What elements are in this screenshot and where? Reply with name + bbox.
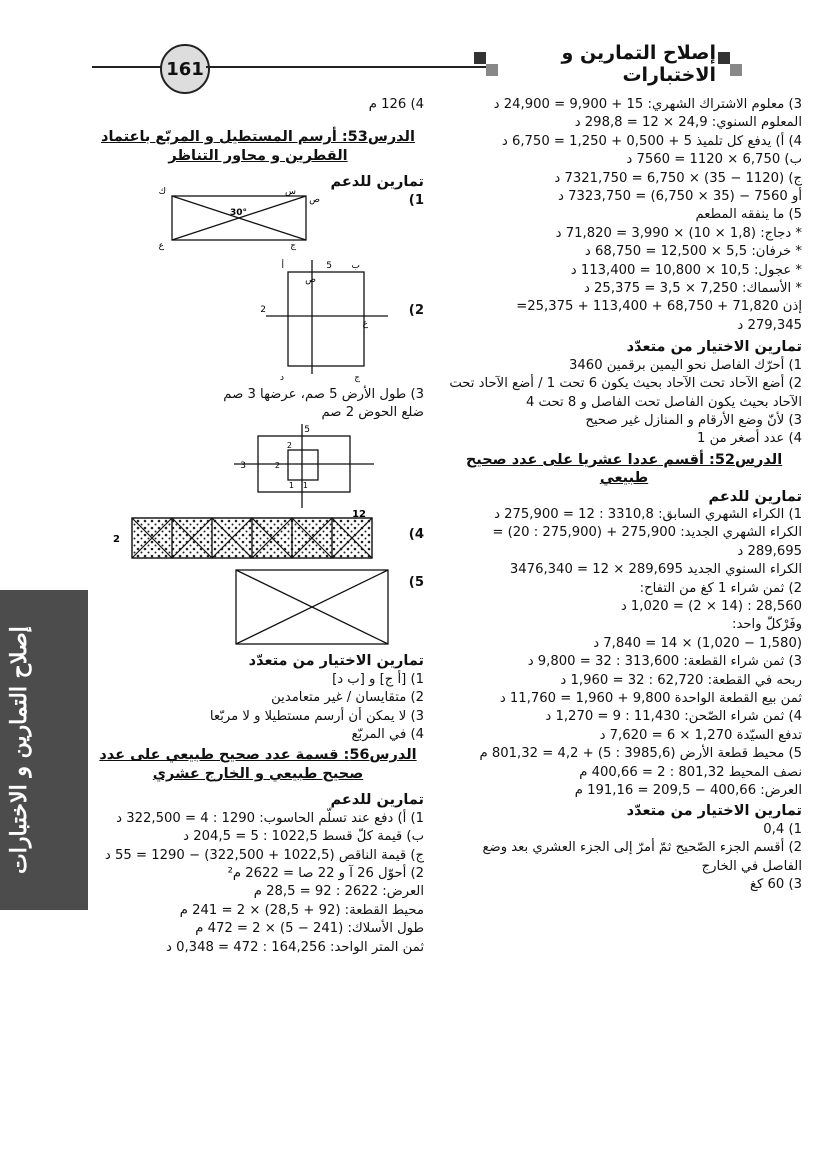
angle-label: 30° bbox=[229, 207, 247, 218]
text-line: تدفع السيّدة 1,270 × 6 = 7,620 د bbox=[599, 727, 802, 743]
left-column bbox=[92, 96, 424, 957]
text-line: 1) الكراء الشهري السابق: 3310,8 : 12 = 275,900 د bbox=[494, 506, 802, 522]
section-heading: تمارين للدعم bbox=[708, 488, 802, 505]
vertex-label: أ bbox=[281, 260, 284, 271]
section-heading: تمارين للدعم bbox=[330, 174, 424, 191]
section-heading: تمارين الاختيار من متعدّد bbox=[626, 339, 802, 356]
length-label: 12 bbox=[352, 509, 366, 521]
text-line: (1,580 − 1,020) × 14 = 7,840 د bbox=[593, 635, 802, 651]
length-label: 2 bbox=[260, 304, 266, 315]
exercise-3 bbox=[92, 422, 424, 512]
land-basin-figure bbox=[222, 422, 392, 512]
text-line: 28,560 : (14 × 2) = 1,020 د bbox=[620, 598, 802, 614]
mcq-item: 1) 0,4 bbox=[763, 821, 802, 837]
text-line: الكراء السنوي الجديد 289,695 × 12 = 3476,340 bbox=[509, 562, 802, 578]
mcq-item: 1) أحرّك الفاصل نحو اليمين برقمين 3460 bbox=[569, 357, 802, 373]
text-line: 4) 126 م bbox=[368, 97, 424, 112]
exercise-label: 4) bbox=[408, 527, 424, 543]
text-line: طول الأسلاك: (241 − 5) × 2 = 472 م bbox=[195, 921, 424, 937]
header-rule-left bbox=[92, 66, 162, 68]
text-line: 279,345 د bbox=[737, 317, 802, 333]
mcq-item: 3) لا يمكن أن أرسم مستطيلا و لا مربّعا bbox=[209, 708, 424, 724]
mcq-item: 4) عدد أصغر من 1 bbox=[697, 431, 802, 447]
text-line: ثمن المتر الواحد: 164,256 : 472 = 0,348 د bbox=[166, 939, 424, 955]
section-heading: تمارين الاختيار من متعدّد bbox=[626, 803, 802, 820]
text-line: 2) أحوّل 26 آ و 22 صا = 2622 م² bbox=[227, 865, 424, 881]
text-line: وفَرْكلّ واحد: bbox=[732, 617, 802, 633]
mcq-item: 3) لأنّ وضع الأرقام و المنازل غير صحيح bbox=[585, 412, 802, 428]
text-line: 1) أ) دفع عند تسلّم الحاسوب: 1290 : 4 = 322,500 د bbox=[116, 810, 424, 826]
text-line: المعلوم السنوي: 24,9 × 12 = 298,8 د bbox=[574, 115, 802, 131]
vertex-label: س bbox=[285, 186, 296, 197]
mcq-item: 1) [أ ج] و [ب د] bbox=[332, 671, 424, 687]
text-line: ربحه في القطعة: 62,720 : 32 = 1,960 د bbox=[560, 672, 802, 688]
section-heading: تمارين الاختيار من متعدّد bbox=[248, 653, 424, 670]
text-line: 2) ثمن شراء 1 كغ من التفاح: bbox=[639, 580, 802, 596]
square-axes-figure bbox=[250, 256, 400, 384]
exercise-label: 5) bbox=[408, 575, 424, 591]
mcq-item: 2) أضع الآحاد تحت الآحاد بحيث يكون 6 تحت 1 / أضع الآحاد تحت الآحاد بحيث يكون الفاصل تحت الفاصل و 8 تحت 4 bbox=[449, 376, 802, 410]
text-line: 5) ما ينفقه المطعم bbox=[695, 207, 802, 223]
vertex-label: د bbox=[279, 372, 284, 383]
rectangle-diagonals-figure bbox=[230, 566, 400, 648]
length-label: 2 bbox=[286, 441, 292, 451]
text-line: إذن 71,820 + 68,750 + 113,400 + 25,375= bbox=[516, 299, 802, 315]
length-label: 3 bbox=[240, 461, 246, 472]
length-label: 2 bbox=[113, 534, 120, 546]
exercise-label: 1) bbox=[408, 192, 424, 208]
vertex-label: ب bbox=[351, 260, 360, 271]
text-line: العرض: 400,66 − 209,5 = 191,16 م bbox=[574, 783, 802, 799]
axis-label: ع bbox=[362, 318, 368, 329]
lesson-title: الدرس52: أقسم عددا عشريا على عدد صحيح طبيعي bbox=[465, 451, 783, 487]
text-line: 3) طول الأرض 5 صم، عرضها 3 صم bbox=[223, 386, 424, 402]
section-heading: تمارين للدعم bbox=[330, 792, 424, 809]
length-label: 5 bbox=[304, 425, 310, 436]
text-line: 289,695 د bbox=[737, 543, 802, 559]
length-label: 5 bbox=[326, 260, 332, 271]
text-line: 4) أ) يدفع كل تلميذ 5 + 0,500 + 1,250 = 6,750 د bbox=[501, 133, 802, 149]
exercise-1 bbox=[92, 186, 424, 254]
vertex-label: ج bbox=[290, 240, 296, 251]
side-tab-label: إصلاح التمارين و الاختبارات bbox=[6, 626, 32, 874]
header-square-icon bbox=[718, 52, 730, 64]
header-rule-mid bbox=[206, 66, 496, 68]
text-line: 4) ثمن شراء الصّحن: 11,430 : 9 = 1,270 د bbox=[545, 709, 802, 725]
text-line: * عجول: 10,5 × 10,800 = 113,400 د bbox=[570, 262, 802, 278]
text-line: ب) قيمة كلّ قسط 1022,5 : 5 = 204,5 د bbox=[183, 829, 424, 845]
rectangle-diagonals-figure bbox=[158, 186, 340, 251]
text-line: 5) محيط قطعة الأرض (3985,6 : 5) + 4,2 = 801,32 م bbox=[479, 746, 802, 762]
text-line: ج) قيمة الناقص (1022,5 + 322,500) − 1290 = 55 د bbox=[104, 847, 424, 863]
lesson-title: الدرس53: أرسم المستطيل و المربّع باعتماد القطرين و محاور التناظر bbox=[101, 129, 415, 164]
lesson-title: الدرس56: قسمة عدد صحيح طبيعي على عدد صحيح طبيعي و الخارج عشري bbox=[99, 747, 417, 782]
tiled-strip-figure bbox=[94, 509, 384, 564]
mcq-item: 4) في المربّع bbox=[351, 727, 424, 743]
length-label: 1 bbox=[302, 481, 308, 491]
text-line: العرض: 2622 : 92 = 28,5 م bbox=[253, 884, 424, 900]
text-line: أو 7560 − (35 × 6,750) = 7323,750 د bbox=[558, 189, 802, 205]
header-title: إصلاح التمارين و الاختبارات bbox=[561, 42, 716, 86]
exercise-2 bbox=[92, 254, 424, 386]
mcq-item: 3) 60 كغ bbox=[749, 877, 802, 893]
mcq-item: 2) أقسم الجزء الصّحيح ثمّ أمرّ إلى الجزء العشري بعد وضع الفاصل في الخارج bbox=[482, 840, 802, 874]
header-square-icon bbox=[730, 64, 742, 76]
vertex-label: ك bbox=[158, 186, 166, 197]
text-line: * خرفان: 5,5 × 12,500 = 68,750 د bbox=[584, 244, 802, 260]
exercise-4 bbox=[92, 509, 424, 566]
text-line: ج) (1120 − 35) × 6,750 = 7321,750 د bbox=[554, 170, 802, 186]
text-line: الكراء الشهري الجديد: 275,900 + (275,900 : 20) = bbox=[492, 525, 802, 541]
header-square-icon bbox=[474, 52, 486, 64]
vertex-label: ع bbox=[158, 240, 164, 251]
text-line: ثمن بيع القطعة الواحدة 9,800 + 1,960 = 11,760 د bbox=[499, 691, 802, 706]
vertex-label: ص bbox=[309, 194, 320, 205]
exercise-label: 2) bbox=[408, 302, 424, 318]
text-line: ب) 6,750 × 1120 = 7560 د bbox=[626, 152, 802, 168]
vertex-label: ج bbox=[354, 372, 360, 383]
header-square-icon bbox=[486, 64, 498, 76]
text-line: * الأسماك: 7,250 × 3,5 = 25,375 د bbox=[583, 281, 802, 297]
text-line: 3) ثمن شراء القطعة: 313,600 : 32 = 9,800 د bbox=[527, 654, 802, 670]
length-label: 1 bbox=[288, 481, 294, 491]
axis-label: ص bbox=[305, 274, 316, 285]
mcq-item: 2) متقايسان / غير متعامدين bbox=[271, 690, 424, 706]
text-line: ضلع الحوض 2 صم bbox=[321, 405, 424, 421]
length-label: 2 bbox=[274, 461, 280, 471]
text-line: محيط القطعة: (92 + 28,5) × 2 = 241 م bbox=[179, 902, 424, 918]
exercise-5 bbox=[92, 566, 424, 652]
text-line: 3) معلوم الاشتراك الشهري: 15 + 9,900 = 24,900 د bbox=[493, 97, 802, 112]
page-number: 161 bbox=[160, 44, 210, 94]
text-line: * دجاج: (1,8 × 10) × 3,990 = 71,820 د bbox=[555, 225, 802, 241]
text-line: نصف المحيط 801,32 : 2 = 400,66 م bbox=[579, 764, 802, 780]
right-column bbox=[446, 96, 802, 894]
